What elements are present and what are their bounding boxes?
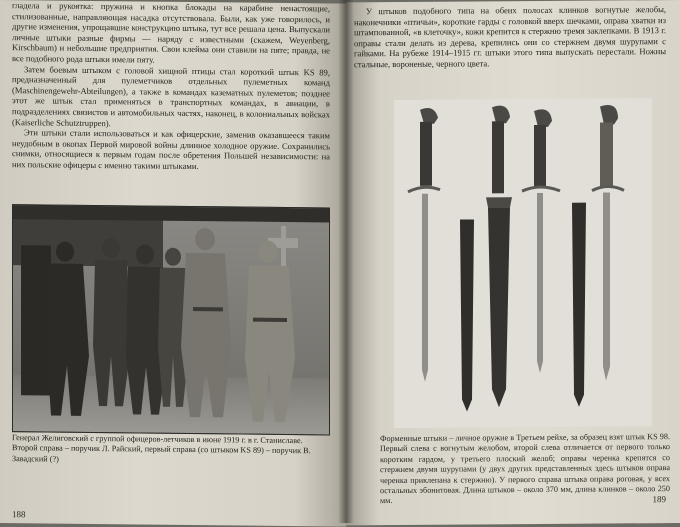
officers-photo [12,204,330,435]
right-page [346,0,680,525]
scabbard-2 [572,203,586,407]
paragraph: Затем боевым штыком с головой хищной птицы стал короткий штык KS 89, предназначенный для пулеметчиков отдельных пулеметных команд (Maschinengewehr-Abteilungen), а также в командах казематных пулеметов; позднее этот же штык стал применяться в транспортных командах, в авиации, в подразделениях связистов и автомобильных частях, наконец, в колониальных войсках (Kaiserliche Schutztruppen). [12,63,330,128]
photo-caption: Генерал Желиговский с группой офицеров-летчиков в июне 1919 г. в г. Станиславе. Второй справа – поручик Л. Райский, первый справа (со штыком KS 89) – поручик В. Завадский (?) [12,433,311,464]
paragraph: Эти штыки стали использоваться и как офицерские, заменив оказавшееся таким неудобным в окопах Первой мировой войны длинное холодное оружие. Сохранились снимки, относящиеся к первым годам после обретения Польшей независимости: на них польские офицеры с именно такими штыками. [12,127,330,171]
photo-caption: Форменные штыки – личное оружие в Третьем рейхе, за образец взят штык KS 98. Первый слева с вогнутым желобом, второй слева отличается от первого только коротким гардом, у третьего плоский желоб; оправы черенка крепятся со стержнем двумя шурупами (у двух других представленных здесь штыков оправа черенка приклепана к стержню). У первого справа штыка оправа роговая, у всех остальных эбонитовая. Длина штыков – около 370 мм, длина клинков – около 250 мм. [380,432,670,506]
bayonets-photo [394,98,652,428]
right-page-text [354,4,666,70]
left-page-text [12,0,330,173]
page-number: 189 [652,494,666,505]
scabbard-1 [460,219,474,411]
paragraph: У штыков подобного типа на обеих полосах клинков вогнутые желобы, наконечники «птичьи», короткие гарды с головкой вверх шечками, оправа хватки из штампованной, «в клеточку», кожи крепится к стержню тремя заклепками. В 1913 г. оправы стали делать из дерева, крепились они со стержнем двумя шурупами с гайками. На рубеже 1914–1915 гг. штыки этого типа выпускать перестали. Ножны стальные, вороненые, черного цвета. [354,4,666,70]
page-number: 188 [12,509,26,520]
paragraph: гладела и рукоятка: пружина и кнопка блокады на карабине ненастоящие, стилизованные, направляющая насадка отсутствовала. Были, как уже говорилось, и другие изменения, упрощавшие конструкцию штыка, тут все решала цена. Выпускали личные штыки разные фирмы — наряду с известными (скажем, Weyenberg, Kirschbaum) и небольшие предприятия. Свои клейма они ставили на пяте; правда, не все подобного рода штыки имели пяту. [12,0,330,65]
